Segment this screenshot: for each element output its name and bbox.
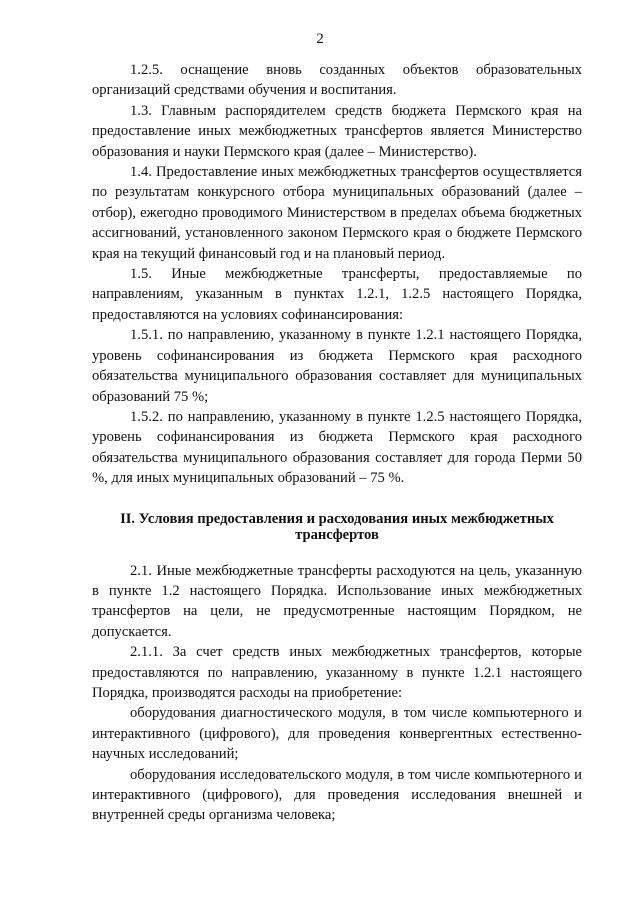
paragraph-1-5: 1.5. Иные межбюджетные трансферты, предоставляемые по направлениям, указанным в пунктах 1.2.1, 1.2.5 настоящего Порядка, предоставляются на условиях софинансирования:: [92, 266, 582, 323]
section-heading: II. Условия предоставления и расходования иных межбюджетных трансфертов: [120, 510, 554, 543]
page-number: 2: [316, 31, 324, 47]
paragraph-1-5-2: 1.5.2. по направлению, указанному в пункте 1.2.5 настоящего Порядка, уровень софинансирования из бюджета Пермского края расходного обязательства муниципального образования составляет для города Перми 50 %, для иных муниципальных образований – 75 %.: [92, 408, 582, 487]
paragraph-1-2-5: 1.2.5. оснащение вновь созданных объектов образовательных организаций средствами обучения и воспитания.: [92, 62, 582, 99]
paragraph-1-3: 1.3. Главным распорядителем средств бюджета Пермского края на предоставление иных межбюджетных трансфертов является Министерство образования и науки Пермского края (далее – Министерство).: [92, 102, 582, 160]
paragraph-1-4: 1.4. Предоставление иных межбюджетных трансфертов осуществляется по результатам конкурсного отбора муниципальных образований (далее – отбор), ежегодно проводимого Министерством в пределах объема бюджетных ассигнований, установленного законом Пермского края о бюджете Пермского края на текущий финансовый год и на плановый период.: [92, 164, 582, 262]
list-item-research-module: оборудования исследовательского модуля, в том числе компьютерного и интерактивного (цифрового), для проведения исследования внешней и внутренней среды организма человека;: [92, 766, 582, 824]
paragraph-2-1: 2.1. Иные межбюджетные трансферты расходуются на цель, указанную в пункте 1.2 настоящего Порядка. Использование иных межбюджетных трансфертов на цели, не предусмотренные настоящим Порядком, не допускается.: [92, 562, 582, 640]
paragraph-2-1-1: 2.1.1. За счет средств иных межбюджетных трансфертов, которые предоставляются по направлению, указанному в пункте 1.2.1 настоящего Порядка, производятся расходы на приобретение:: [92, 644, 582, 701]
paragraph-1-5-1: 1.5.1. по направлению, указанному в пункте 1.2.1 настоящего Порядка, уровень софинансирования из бюджета Пермского края расходного обязательства муниципального образования составляет для муниципальных образований 75 %;: [92, 327, 582, 405]
document-body: [92, 60, 582, 826]
list-item-diagnostic-module: оборудования диагностического модуля, в том числе компьютерного и интерактивного (цифрового), для проведения конвергентных естественно-научных исследований;: [92, 705, 582, 763]
